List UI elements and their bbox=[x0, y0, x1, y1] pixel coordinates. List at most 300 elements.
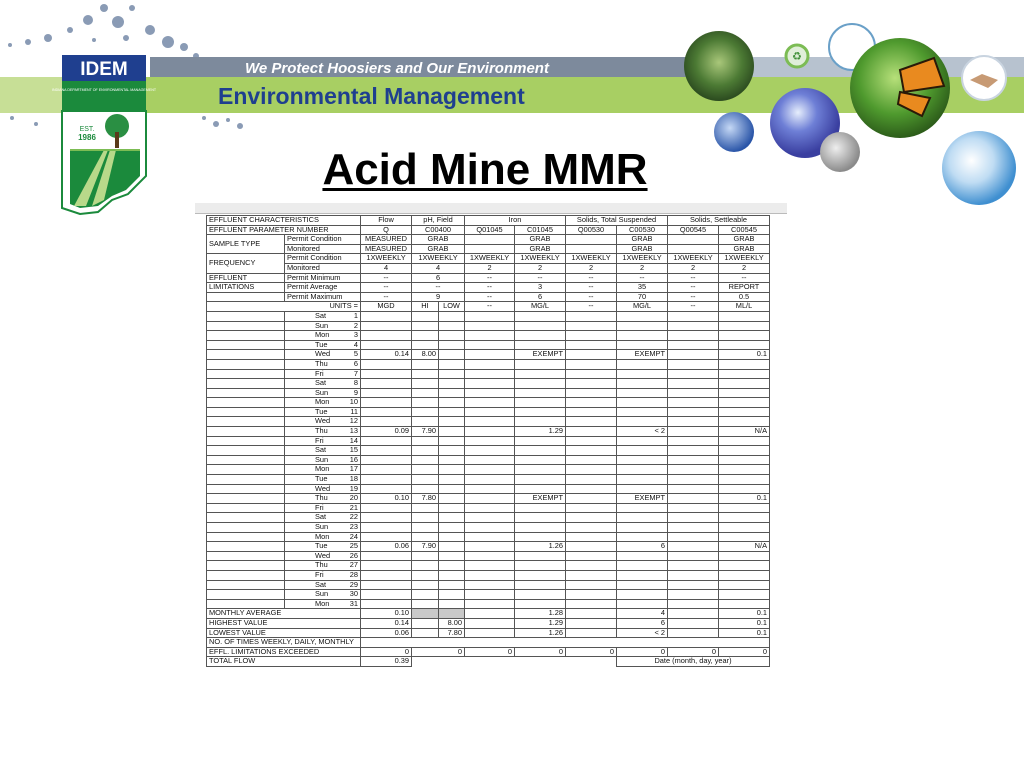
highest-value-row-value-5 bbox=[566, 618, 617, 628]
day-value-1 bbox=[412, 599, 439, 609]
sample-type-permit-row bbox=[207, 235, 770, 245]
day-value-4 bbox=[515, 340, 566, 350]
day-number: 3 bbox=[353, 330, 358, 340]
day-label bbox=[285, 561, 361, 571]
day-value-7 bbox=[668, 513, 719, 523]
freq-monitored-3: 2 bbox=[515, 263, 566, 273]
limit-max-2: -- bbox=[465, 292, 515, 302]
day-number: 28 bbox=[349, 570, 358, 579]
freq-permit-2: 1XWEEKLY bbox=[465, 254, 515, 264]
limitations-label: LIMITATIONS bbox=[207, 283, 285, 293]
day-blank bbox=[207, 311, 285, 321]
day-value-4 bbox=[515, 465, 566, 475]
unit-1: HI bbox=[412, 302, 439, 312]
limit-min-5: -- bbox=[617, 273, 668, 283]
lowest-value-row-value-7 bbox=[668, 628, 719, 638]
day-value-1 bbox=[412, 359, 439, 369]
frequency-permit-row bbox=[207, 254, 770, 264]
limit-max-7: 0.5 bbox=[719, 292, 770, 302]
day-value-8 bbox=[719, 379, 770, 389]
day-number: 20 bbox=[349, 493, 358, 503]
day-label bbox=[285, 523, 361, 533]
day-value-1 bbox=[412, 484, 439, 494]
day-label bbox=[285, 369, 361, 379]
day-blank bbox=[207, 590, 285, 600]
day-of-week: Mon bbox=[315, 599, 330, 608]
limit-max-flow: -- bbox=[361, 292, 412, 302]
day-of-week: Sun bbox=[315, 522, 329, 531]
day-value-5 bbox=[566, 484, 617, 494]
characteristics-label: EFFLUENT CHARACTERISTICS bbox=[207, 216, 361, 226]
day-label bbox=[285, 398, 361, 408]
frequency-label: FREQUENCY bbox=[207, 254, 285, 273]
day-blank bbox=[207, 532, 285, 542]
day-row bbox=[207, 436, 770, 446]
day-value-4 bbox=[515, 570, 566, 580]
day-value-3 bbox=[465, 561, 515, 571]
day-row bbox=[207, 599, 770, 609]
day-value-6: < 2 bbox=[617, 427, 668, 437]
day-value-4 bbox=[515, 388, 566, 398]
day-value-6 bbox=[617, 551, 668, 561]
limit-min-row bbox=[207, 273, 770, 283]
day-value-0 bbox=[361, 359, 412, 369]
day-number: 29 bbox=[349, 580, 358, 589]
day-value-2 bbox=[439, 331, 465, 341]
day-value-7 bbox=[668, 475, 719, 485]
freq-permit-6: 1XWEEKLY bbox=[668, 254, 719, 264]
day-value-7 bbox=[668, 321, 719, 331]
day-row bbox=[207, 580, 770, 590]
group-tss: Solids, Total Suspended bbox=[566, 216, 668, 226]
day-row bbox=[207, 475, 770, 485]
day-label bbox=[285, 340, 361, 350]
day-of-week: Wed bbox=[315, 416, 331, 426]
day-label bbox=[285, 455, 361, 465]
day-value-3 bbox=[465, 523, 515, 533]
day-value-0: 0.09 bbox=[361, 427, 412, 437]
day-value-4: EXEMPT bbox=[515, 494, 566, 504]
day-value-8 bbox=[719, 321, 770, 331]
day-value-3 bbox=[465, 350, 515, 360]
day-number: 11 bbox=[350, 407, 358, 416]
day-value-6 bbox=[617, 436, 668, 446]
logo-est-text: EST. bbox=[79, 126, 95, 133]
day-value-3 bbox=[465, 551, 515, 561]
day-value-7 bbox=[668, 398, 719, 408]
day-value-2 bbox=[439, 561, 465, 571]
monthly-average-row-label: MONTHLY AVERAGE bbox=[207, 609, 361, 619]
day-number: 13 bbox=[349, 426, 358, 436]
day-blank bbox=[207, 465, 285, 475]
limit-max-ph: 9 bbox=[412, 292, 465, 302]
day-value-5 bbox=[566, 388, 617, 398]
day-blank bbox=[207, 551, 285, 561]
day-row bbox=[207, 331, 770, 341]
exceeded-flow: 0 bbox=[361, 647, 412, 657]
day-row bbox=[207, 551, 770, 561]
day-value-8 bbox=[719, 580, 770, 590]
day-row bbox=[207, 350, 770, 360]
day-value-1 bbox=[412, 455, 439, 465]
day-number: 6 bbox=[353, 359, 358, 368]
freq-permit-ph: 1XWEEKLY bbox=[412, 254, 465, 264]
sample-permit-6 bbox=[668, 235, 719, 245]
day-value-6 bbox=[617, 311, 668, 321]
day-of-week: Fri bbox=[315, 503, 324, 512]
sample-permit-7: GRAB bbox=[719, 235, 770, 245]
day-value-2 bbox=[439, 465, 465, 475]
day-row bbox=[207, 494, 770, 504]
exceeded-3: 0 bbox=[515, 647, 566, 657]
day-value-5 bbox=[566, 379, 617, 389]
day-value-6: EXEMPT bbox=[617, 350, 668, 360]
day-value-2 bbox=[439, 340, 465, 350]
day-value-5 bbox=[566, 311, 617, 321]
day-value-1 bbox=[412, 321, 439, 331]
sample-monitored-2 bbox=[465, 244, 515, 254]
exceeded-6: 0 bbox=[668, 647, 719, 657]
day-row bbox=[207, 388, 770, 398]
day-value-5 bbox=[566, 436, 617, 446]
day-value-8 bbox=[719, 398, 770, 408]
exceeded-label: EFFL. LIMITATIONS EXCEEDED bbox=[207, 647, 361, 657]
day-value-7 bbox=[668, 494, 719, 504]
date-label: Date (month, day, year) bbox=[617, 657, 770, 667]
day-value-6 bbox=[617, 446, 668, 456]
day-value-4 bbox=[515, 446, 566, 456]
day-number: 24 bbox=[349, 532, 358, 541]
day-value-1 bbox=[412, 513, 439, 523]
monthly-average-row bbox=[207, 609, 770, 619]
day-value-2 bbox=[439, 427, 465, 437]
day-value-7 bbox=[668, 590, 719, 600]
day-label bbox=[285, 551, 361, 561]
day-value-8 bbox=[719, 311, 770, 321]
freq-monitored-6: 2 bbox=[668, 263, 719, 273]
param-flow: Q bbox=[361, 225, 412, 235]
day-blank bbox=[207, 321, 285, 331]
day-number: 22 bbox=[349, 512, 358, 522]
day-value-4 bbox=[515, 484, 566, 494]
day-blank bbox=[207, 436, 285, 446]
day-value-0 bbox=[361, 398, 412, 408]
unit-8: ML/L bbox=[719, 302, 770, 312]
freq-monitored-flow: 4 bbox=[361, 263, 412, 273]
unit-6: MG/L bbox=[617, 302, 668, 312]
day-value-0: 0.14 bbox=[361, 350, 412, 360]
day-of-week: Sat bbox=[315, 311, 327, 320]
day-value-3 bbox=[465, 388, 515, 398]
day-label bbox=[285, 436, 361, 446]
day-value-6 bbox=[617, 484, 668, 494]
day-value-3 bbox=[465, 407, 515, 417]
lowest-value-row-value-1 bbox=[412, 628, 439, 638]
day-of-week: Thu bbox=[315, 493, 328, 503]
lowest-value-row-value-2: 7.80 bbox=[439, 628, 465, 638]
day-value-7 bbox=[668, 532, 719, 542]
day-value-7 bbox=[668, 446, 719, 456]
sample-permit-3: GRAB bbox=[515, 235, 566, 245]
day-value-5 bbox=[566, 580, 617, 590]
day-row bbox=[207, 398, 770, 408]
day-value-3 bbox=[465, 542, 515, 552]
day-value-3 bbox=[465, 340, 515, 350]
day-label bbox=[285, 484, 361, 494]
day-value-3 bbox=[465, 494, 515, 504]
day-number: 18 bbox=[349, 474, 358, 484]
day-value-7 bbox=[668, 542, 719, 552]
day-row bbox=[207, 484, 770, 494]
day-label bbox=[285, 570, 361, 580]
day-value-5 bbox=[566, 475, 617, 485]
day-value-1 bbox=[412, 417, 439, 427]
day-value-3 bbox=[465, 417, 515, 427]
day-value-4 bbox=[515, 379, 566, 389]
day-value-6 bbox=[617, 398, 668, 408]
day-label bbox=[285, 465, 361, 475]
day-value-1 bbox=[412, 331, 439, 341]
highest-value-row bbox=[207, 618, 770, 628]
monitored-label: Monitored bbox=[285, 244, 361, 254]
day-label bbox=[285, 580, 361, 590]
day-row bbox=[207, 369, 770, 379]
day-value-0 bbox=[361, 436, 412, 446]
day-blank bbox=[207, 599, 285, 609]
day-value-1 bbox=[412, 436, 439, 446]
day-value-0 bbox=[361, 590, 412, 600]
day-value-0 bbox=[361, 321, 412, 331]
day-blank bbox=[207, 503, 285, 513]
day-blank bbox=[207, 340, 285, 350]
day-number: 5 bbox=[353, 349, 358, 359]
day-value-6 bbox=[617, 599, 668, 609]
day-value-4 bbox=[515, 532, 566, 542]
monthly-average-row-value-2 bbox=[439, 609, 465, 619]
day-value-4: 1.29 bbox=[515, 427, 566, 437]
group-header-row bbox=[207, 216, 770, 226]
day-value-3 bbox=[465, 455, 515, 465]
day-blank bbox=[207, 570, 285, 580]
day-value-0: 0.10 bbox=[361, 494, 412, 504]
day-label bbox=[285, 331, 361, 341]
day-value-7 bbox=[668, 551, 719, 561]
day-value-2 bbox=[439, 503, 465, 513]
day-value-6 bbox=[617, 417, 668, 427]
day-value-5 bbox=[566, 417, 617, 427]
unit-2: LOW bbox=[439, 302, 465, 312]
day-value-6 bbox=[617, 321, 668, 331]
times-row bbox=[207, 638, 770, 648]
day-value-2 bbox=[439, 513, 465, 523]
day-value-7 bbox=[668, 580, 719, 590]
day-label bbox=[285, 388, 361, 398]
monitored-label: Monitored bbox=[285, 263, 361, 273]
day-value-8 bbox=[719, 340, 770, 350]
day-value-8 bbox=[719, 503, 770, 513]
limit-min-flow: -- bbox=[361, 273, 412, 283]
day-blank bbox=[207, 388, 285, 398]
day-value-5 bbox=[566, 331, 617, 341]
day-value-2 bbox=[439, 494, 465, 504]
day-value-6 bbox=[617, 590, 668, 600]
group-iron: Iron bbox=[465, 216, 566, 226]
day-value-3 bbox=[465, 311, 515, 321]
lowest-value-row-value-8: 0.1 bbox=[719, 628, 770, 638]
day-value-2 bbox=[439, 532, 465, 542]
day-value-1 bbox=[412, 580, 439, 590]
day-number: 9 bbox=[353, 388, 358, 397]
mmr-form bbox=[195, 203, 787, 701]
lowest-value-row-value-0: 0.06 bbox=[361, 628, 412, 638]
day-value-8 bbox=[719, 590, 770, 600]
day-value-6 bbox=[617, 503, 668, 513]
day-number: 12 bbox=[349, 416, 358, 426]
monthly-average-row-value-5 bbox=[566, 609, 617, 619]
sample-monitored-4 bbox=[566, 244, 617, 254]
day-blank bbox=[207, 484, 285, 494]
day-row bbox=[207, 532, 770, 542]
day-value-7 bbox=[668, 388, 719, 398]
day-value-7 bbox=[668, 369, 719, 379]
day-blank bbox=[207, 427, 285, 437]
sample-type-monitored-row bbox=[207, 244, 770, 254]
sample-monitored-7: GRAB bbox=[719, 244, 770, 254]
units-label: UNITS = bbox=[207, 302, 361, 312]
day-blank bbox=[207, 359, 285, 369]
limit-min-3: -- bbox=[515, 273, 566, 283]
day-value-8 bbox=[719, 369, 770, 379]
day-number: 27 bbox=[349, 560, 358, 570]
day-value-3 bbox=[465, 599, 515, 609]
day-value-8 bbox=[719, 331, 770, 341]
day-value-0 bbox=[361, 369, 412, 379]
day-of-week: Tue bbox=[315, 541, 328, 551]
day-value-6 bbox=[617, 532, 668, 542]
freq-permit-5: 1XWEEKLY bbox=[617, 254, 668, 264]
day-value-7 bbox=[668, 359, 719, 369]
day-number: 25 bbox=[349, 541, 358, 551]
monthly-average-row-value-1 bbox=[412, 609, 439, 619]
freq-permit-flow: 1XWEEKLY bbox=[361, 254, 412, 264]
day-blank bbox=[207, 542, 285, 552]
day-of-week: Tue bbox=[315, 340, 328, 349]
day-value-1 bbox=[412, 446, 439, 456]
day-value-8 bbox=[719, 523, 770, 533]
day-value-8 bbox=[719, 465, 770, 475]
day-value-1 bbox=[412, 340, 439, 350]
day-value-0 bbox=[361, 340, 412, 350]
day-blank bbox=[207, 331, 285, 341]
day-value-4 bbox=[515, 561, 566, 571]
day-value-0 bbox=[361, 580, 412, 590]
limit-avg-4: -- bbox=[566, 283, 617, 293]
sample-permit-5: GRAB bbox=[617, 235, 668, 245]
param-ph: C00400 bbox=[412, 225, 465, 235]
day-value-1 bbox=[412, 503, 439, 513]
day-of-week: Sat bbox=[315, 512, 327, 522]
limit-avg-5: 35 bbox=[617, 283, 668, 293]
mmr-table bbox=[206, 215, 770, 667]
day-value-8 bbox=[719, 417, 770, 427]
day-value-8: 0.1 bbox=[719, 494, 770, 504]
day-value-8 bbox=[719, 484, 770, 494]
day-value-1 bbox=[412, 532, 439, 542]
day-blank bbox=[207, 379, 285, 389]
day-value-5 bbox=[566, 503, 617, 513]
day-value-5 bbox=[566, 542, 617, 552]
day-value-0 bbox=[361, 532, 412, 542]
day-value-6 bbox=[617, 407, 668, 417]
day-value-8 bbox=[719, 446, 770, 456]
day-value-8: 0.1 bbox=[719, 350, 770, 360]
day-blank bbox=[207, 350, 285, 360]
day-row bbox=[207, 379, 770, 389]
monthly-average-row-value-6: 4 bbox=[617, 609, 668, 619]
day-value-6 bbox=[617, 359, 668, 369]
day-value-0 bbox=[361, 503, 412, 513]
day-value-6 bbox=[617, 340, 668, 350]
day-row bbox=[207, 359, 770, 369]
day-value-5 bbox=[566, 350, 617, 360]
form-toolbar-strip bbox=[195, 203, 787, 214]
day-number: 31 bbox=[349, 599, 358, 608]
lowest-value-row bbox=[207, 628, 770, 638]
day-value-5 bbox=[566, 398, 617, 408]
day-value-0 bbox=[361, 465, 412, 475]
day-value-0 bbox=[361, 446, 412, 456]
day-value-7 bbox=[668, 599, 719, 609]
day-of-week: Mon bbox=[315, 397, 330, 407]
day-value-8 bbox=[719, 513, 770, 523]
day-value-4 bbox=[515, 551, 566, 561]
day-value-3 bbox=[465, 513, 515, 523]
day-value-0 bbox=[361, 561, 412, 571]
day-value-5 bbox=[566, 570, 617, 580]
parameter-number-row bbox=[207, 225, 770, 235]
monthly-average-row-value-7 bbox=[668, 609, 719, 619]
day-label bbox=[285, 311, 361, 321]
day-value-5 bbox=[566, 340, 617, 350]
day-value-3 bbox=[465, 359, 515, 369]
limit-max-5: 70 bbox=[617, 292, 668, 302]
sample-monitored-5: GRAB bbox=[617, 244, 668, 254]
day-value-7 bbox=[668, 523, 719, 533]
day-value-6 bbox=[617, 570, 668, 580]
sample-monitored-flow: MEASURED bbox=[361, 244, 412, 254]
param-6: Q00545 bbox=[668, 225, 719, 235]
freq-monitored-5: 2 bbox=[617, 263, 668, 273]
day-value-3 bbox=[465, 484, 515, 494]
day-number: 14 bbox=[349, 436, 358, 445]
day-row bbox=[207, 446, 770, 456]
limit-max-6: -- bbox=[668, 292, 719, 302]
day-value-2 bbox=[439, 590, 465, 600]
day-blank bbox=[207, 523, 285, 533]
day-row bbox=[207, 561, 770, 571]
day-value-4 bbox=[515, 513, 566, 523]
day-value-5 bbox=[566, 369, 617, 379]
day-value-6 bbox=[617, 523, 668, 533]
day-blank bbox=[207, 580, 285, 590]
day-of-week: Sun bbox=[315, 589, 329, 599]
day-value-2 bbox=[439, 417, 465, 427]
lowest-value-row-value-6: < 2 bbox=[617, 628, 668, 638]
day-label bbox=[285, 359, 361, 369]
day-number: 8 bbox=[353, 378, 358, 388]
logo-year-text: 1986 bbox=[78, 133, 96, 142]
highest-value-row-value-4: 1.29 bbox=[515, 618, 566, 628]
